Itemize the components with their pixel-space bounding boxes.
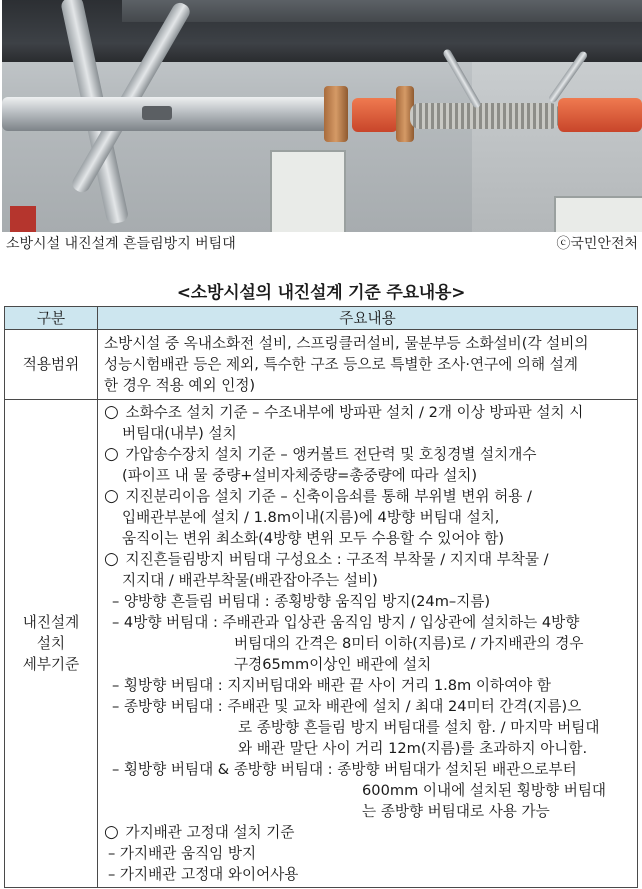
- table-title: <소방시설의 내진설계 기준 주요내용>: [176, 283, 466, 303]
- category-line: 내진설계: [22, 614, 80, 631]
- dash-continuation: 구경65mm이상인 배관에 설치: [234, 656, 432, 673]
- table-header-row: [5, 307, 638, 330]
- red-container: [10, 206, 36, 232]
- list-item: [104, 486, 633, 507]
- item-continuation: 입배관부분에 설치 / 1.8m이내(지름)에 4방향 버팀대 설치,: [122, 509, 500, 526]
- table-row: [5, 330, 638, 400]
- red-coupling-left: [352, 98, 398, 132]
- fire-cabinet-right: [554, 196, 642, 232]
- row-category: 적용범위: [5, 330, 98, 400]
- dash-item: – 가지배관 움직임 방지: [108, 845, 257, 862]
- item-text: 지진분리이음 설치 기준 – 신축이음쇠를 통해 부위별 변위 허용 /: [125, 488, 532, 505]
- dash-item: – 4방향 버팀대 : 주배관과 입상관 움직임 방지 / 입상관에 설치하는 4방향: [112, 614, 580, 631]
- dash-item: – 횡방향 버팀대 & 종방향 버팀대 : 종방향 버팀대가 설치된 배관으로부터: [112, 761, 577, 778]
- dash-continuation: 는 종방향 버팀대로 사용 가능: [362, 803, 550, 820]
- list-item: [104, 402, 633, 423]
- dash-continuation: 버팀대의 간격은 8미터 이하(지름)로 / 가지배관의 경우: [234, 635, 584, 652]
- list-item: [104, 549, 633, 570]
- photo-credit: ⓒ국민안전처: [556, 236, 638, 252]
- circle-bullet-icon: ○: [104, 444, 119, 464]
- pipe-flange-left: [324, 86, 348, 142]
- ceiling-beam: [122, 0, 642, 22]
- list-item: [104, 444, 633, 465]
- pipe-bracing-photo: [2, 0, 642, 232]
- category-line: 세부기준: [22, 656, 80, 673]
- dash-item: – 종방향 버팀대 : 주배관 및 교차 배관에 설치 / 최대 24미터 간격(지름)으: [112, 698, 582, 715]
- circle-bullet-icon: ○: [104, 486, 119, 506]
- category-line: 설치: [36, 635, 66, 652]
- pipe-clamp: [142, 106, 172, 120]
- content-line: 소방시설 중 옥내소화전 설비, 스프링클러설비, 물분부등 소화설비(각 설비의: [104, 335, 589, 352]
- header-category: 구분: [5, 307, 98, 330]
- circle-bullet-icon: ○: [104, 549, 119, 569]
- seismic-standards-table: [4, 306, 638, 888]
- dash-item: – 양방향 흔들림 버팀대 : 종횡방향 움직임 방지(24m–지름): [112, 593, 491, 610]
- item-text: 가지배관 고정대 설치 기준: [125, 824, 295, 841]
- table-row: [5, 400, 638, 888]
- row-content: [98, 330, 638, 400]
- dash-continuation: 600mm 이내에 설치된 횡방향 버팀대: [362, 782, 607, 799]
- dash-continuation: 와 배관 말단 사이 거리 12m(지름)를 초과하지 아니함.: [238, 740, 588, 757]
- content-line: 성능시험배관 등은 제외, 특수한 구조 등으로 특별한 조사·연구에 의해 설계: [104, 356, 578, 373]
- header-content: 주요내용: [98, 307, 638, 330]
- item-continuation: 버팀대(내부) 설치: [122, 425, 237, 442]
- flexible-joint: [410, 103, 560, 129]
- row-content: [98, 400, 638, 888]
- photo-caption: 소방시설 내진설계 흔들림방지 버팀대: [6, 236, 236, 252]
- item-text: 소화수조 설치 기준 – 수조내부에 방파판 설치 / 2개 이상 방파판 설치 시: [125, 404, 584, 421]
- item-text: 지진흔들림방지 버팀대 구성요소 : 구조적 부착물 / 지지대 부착물 /: [125, 551, 549, 568]
- item-continuation: (파이프 내 물 중량+설비자체중량=총중량에 따라 설치): [122, 467, 478, 484]
- item-text: 가압송수장치 설치 기준 – 앵커볼트 전단력 및 호칭경별 설치개수: [125, 446, 537, 463]
- row-category: [5, 400, 98, 888]
- dash-continuation: 로 종방향 흔들림 방지 버팀대를 설치 함. / 마지막 버팀대: [238, 719, 600, 736]
- fire-cabinet: [270, 150, 346, 232]
- red-coupling-right: [558, 98, 642, 132]
- item-continuation: 지지대 / 배관부착물(배관잡아주는 설비): [122, 572, 378, 589]
- circle-bullet-icon: ○: [104, 822, 119, 842]
- list-item: [104, 822, 633, 843]
- circle-bullet-icon: ○: [104, 402, 119, 422]
- content-line: 한 경우 적용 예외 인정): [104, 377, 256, 394]
- item-continuation: 움직이는 변위 최소화(4방향 변위 모두 수용할 수 있어야 함): [122, 530, 505, 547]
- dash-item: – 가지배관 고정대 와이어사용: [108, 866, 299, 883]
- dash-item: – 횡방향 버팀대 : 지지버팀대와 배관 끝 사이 거리 1.8m 이하여야 함: [112, 677, 552, 694]
